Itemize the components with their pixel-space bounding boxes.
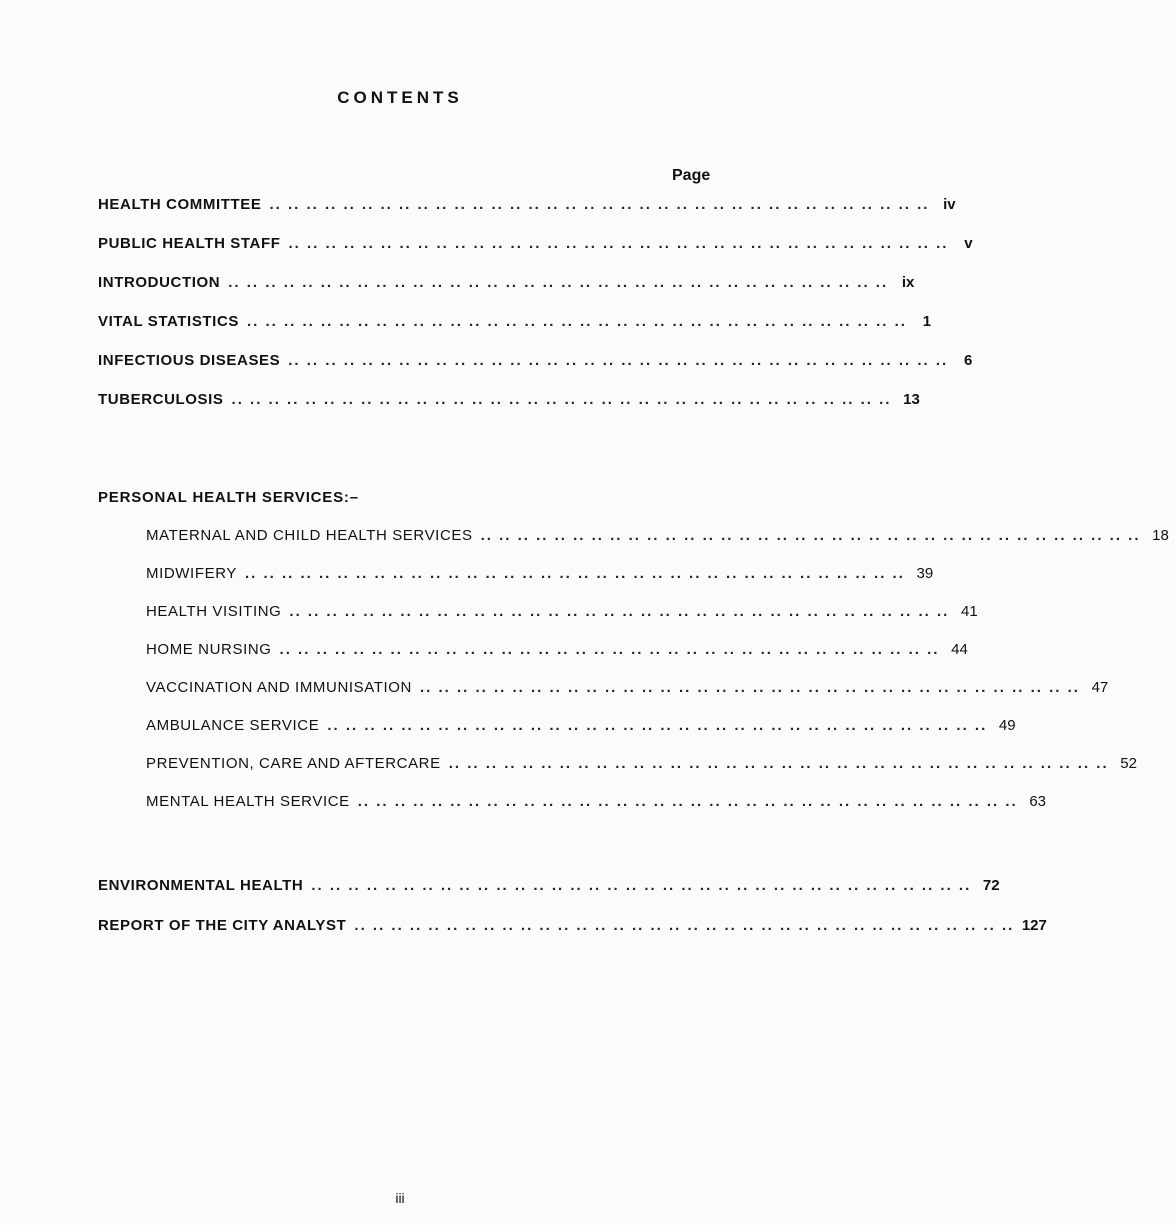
toc-entry-page: iv bbox=[943, 196, 956, 213]
toc-entry-label: VITAL STATISTICS bbox=[98, 313, 239, 330]
toc-entry-label: MATERNAL AND CHILD HEALTH SERVICES bbox=[146, 527, 473, 544]
dot-leader: .. .. .. .. .. .. .. .. .. .. .. .. .. .. .. .. .. .. .. .. .. .. .. .. .. .. .. .. .. .. .. .. .. .. .. .. bbox=[419, 679, 1080, 696]
toc-entry-introduction[interactable] bbox=[98, 274, 915, 298]
toc-entry-infectious-diseases[interactable] bbox=[98, 352, 973, 376]
toc-entry-page: 63 bbox=[1029, 793, 1047, 810]
toc-entry-page: 41 bbox=[961, 603, 978, 620]
toc-entry-page: 1 bbox=[922, 313, 932, 330]
toc-entry-page: 6 bbox=[964, 352, 973, 369]
toc-entry-vaccination[interactable] bbox=[146, 679, 1109, 703]
toc-entry-page: 49 bbox=[998, 717, 1016, 734]
toc-entry-page: v bbox=[964, 235, 973, 252]
toc-entry-health-committee[interactable] bbox=[98, 196, 956, 220]
toc-entry-prevention-care[interactable] bbox=[146, 755, 1137, 779]
toc-entry-label: PUBLIC HEALTH STAFF bbox=[98, 235, 281, 252]
page-column-heading: Page bbox=[672, 167, 711, 184]
page-number-footer: iii bbox=[395, 1190, 405, 1206]
dot-leader: .. .. .. .. .. .. .. .. .. .. .. .. .. .. .. .. .. .. .. .. .. .. .. .. .. .. .. .. .. .. .. .. .. .. .. .. bbox=[231, 391, 892, 408]
toc-entry-tuberculosis[interactable] bbox=[98, 391, 920, 415]
dot-leader: .. .. .. .. .. .. .. .. .. .. .. .. .. .. .. .. .. .. .. .. .. .. .. .. .. .. .. .. .. .. .. .. .. .. .. .. bbox=[244, 565, 905, 582]
toc-entry-city-analyst[interactable] bbox=[98, 917, 1047, 941]
toc-entry-page: 47 bbox=[1091, 679, 1109, 696]
toc-entry-label: HOME NURSING bbox=[146, 641, 272, 658]
dot-leader: .. .. .. .. .. .. .. .. .. .. .. .. .. .. .. .. .. .. .. .. .. .. .. .. .. .. .. .. .. .. .. .. .. .. .. .. bbox=[311, 877, 972, 894]
toc-entry-maternal-child-health[interactable] bbox=[146, 527, 1169, 551]
toc-entry-environmental-health[interactable] bbox=[98, 877, 1000, 901]
dot-leader: .. .. .. .. .. .. .. .. .. .. .. .. .. .. .. .. .. .. .. .. .. .. .. .. .. .. .. .. .. .. .. .. .. .. .. .. bbox=[269, 196, 930, 213]
dot-leader: .. .. .. .. .. .. .. .. .. .. .. .. .. .. .. .. .. .. .. .. .. .. .. .. .. .. .. .. .. .. .. .. .. .. .. .. bbox=[289, 603, 950, 620]
toc-entry-health-visiting[interactable] bbox=[146, 603, 978, 627]
dot-leader: .. .. .. .. .. .. .. .. .. .. .. .. .. .. .. .. .. .. .. .. .. .. .. .. .. .. .. .. .. .. .. .. .. .. .. .. bbox=[448, 755, 1109, 772]
toc-entry-page: 44 bbox=[951, 641, 968, 658]
contents-title: CONTENTS bbox=[337, 88, 463, 107]
toc-entry-label: VACCINATION AND IMMUNISATION bbox=[146, 679, 412, 696]
toc-entry-public-health-staff[interactable] bbox=[98, 235, 973, 259]
toc-entry-page: 127 bbox=[1021, 917, 1047, 934]
toc-entry-label: REPORT OF THE CITY ANALYST bbox=[98, 917, 347, 934]
toc-entry-mental-health-service[interactable] bbox=[146, 793, 1047, 817]
toc-entry-label: HEALTH COMMITTEE bbox=[98, 196, 262, 213]
toc-entry-label: HEALTH VISITING bbox=[146, 603, 282, 620]
toc-entry-home-nursing[interactable] bbox=[146, 641, 968, 665]
dot-leader: .. .. .. .. .. .. .. .. .. .. .. .. .. .. .. .. .. .. .. .. .. .. .. .. .. .. .. .. .. .. .. .. .. .. .. .. bbox=[228, 274, 889, 291]
dot-leader: .. .. .. .. .. .. .. .. .. .. .. .. .. .. .. .. .. .. .. .. .. .. .. .. .. .. .. .. .. .. .. .. .. .. .. .. bbox=[288, 235, 949, 252]
dot-leader: .. .. .. .. .. .. .. .. .. .. .. .. .. .. .. .. .. .. .. .. .. .. .. .. .. .. .. .. .. .. .. .. .. .. .. .. bbox=[480, 527, 1141, 544]
toc-entry-label: TUBERCULOSIS bbox=[98, 391, 224, 408]
toc-entry-label: INTRODUCTION bbox=[98, 274, 221, 291]
toc-entry-label: MIDWIFERY bbox=[146, 565, 237, 582]
dot-leader: .. .. .. .. .. .. .. .. .. .. .. .. .. .. .. .. .. .. .. .. .. .. .. .. .. .. .. .. .. .. .. .. .. .. .. .. bbox=[279, 641, 940, 658]
toc-entry-label: AMBULANCE SERVICE bbox=[146, 717, 320, 734]
dot-leader: .. .. .. .. .. .. .. .. .. .. .. .. .. .. .. .. .. .. .. .. .. .. .. .. .. .. .. .. .. .. .. .. .. .. .. .. bbox=[354, 917, 1015, 934]
toc-entry-page: 39 bbox=[916, 565, 934, 582]
toc-entry-page: ix bbox=[901, 274, 915, 291]
toc-entry-label: INFECTIOUS DISEASES bbox=[98, 352, 281, 369]
toc-entry-label: MENTAL HEALTH SERVICE bbox=[146, 793, 350, 810]
dot-leader: .. .. .. .. .. .. .. .. .. .. .. .. .. .. .. .. .. .. .. .. .. .. .. .. .. .. .. .. .. .. .. .. .. .. .. .. bbox=[247, 313, 907, 330]
section-heading-personal-health-services: PERSONAL HEALTH SERVICES:– bbox=[98, 489, 359, 506]
toc-entry-page: 18 bbox=[1152, 527, 1169, 544]
toc-entry-midwifery[interactable] bbox=[146, 565, 934, 589]
toc-entry-vital-statistics[interactable] bbox=[98, 313, 932, 337]
toc-entry-page: 52 bbox=[1120, 755, 1137, 772]
toc-entry-ambulance-service[interactable] bbox=[146, 717, 1016, 741]
dot-leader: .. .. .. .. .. .. .. .. .. .. .. .. .. .. .. .. .. .. .. .. .. .. .. .. .. .. .. .. .. .. .. .. .. .. .. .. bbox=[357, 793, 1018, 810]
dot-leader: .. .. .. .. .. .. .. .. .. .. .. .. .. .. .. .. .. .. .. .. .. .. .. .. .. .. .. .. .. .. .. .. .. .. .. .. bbox=[327, 717, 988, 734]
toc-entry-label: PREVENTION, CARE AND AFTERCARE bbox=[146, 755, 441, 772]
toc-entry-page: 72 bbox=[982, 877, 1000, 894]
dot-leader: .. .. .. .. .. .. .. .. .. .. .. .. .. .. .. .. .. .. .. .. .. .. .. .. .. .. .. .. .. .. .. .. .. .. .. .. bbox=[288, 352, 949, 369]
toc-entry-label: ENVIRONMENTAL HEALTH bbox=[98, 877, 304, 894]
toc-entry-page: 13 bbox=[903, 391, 920, 408]
